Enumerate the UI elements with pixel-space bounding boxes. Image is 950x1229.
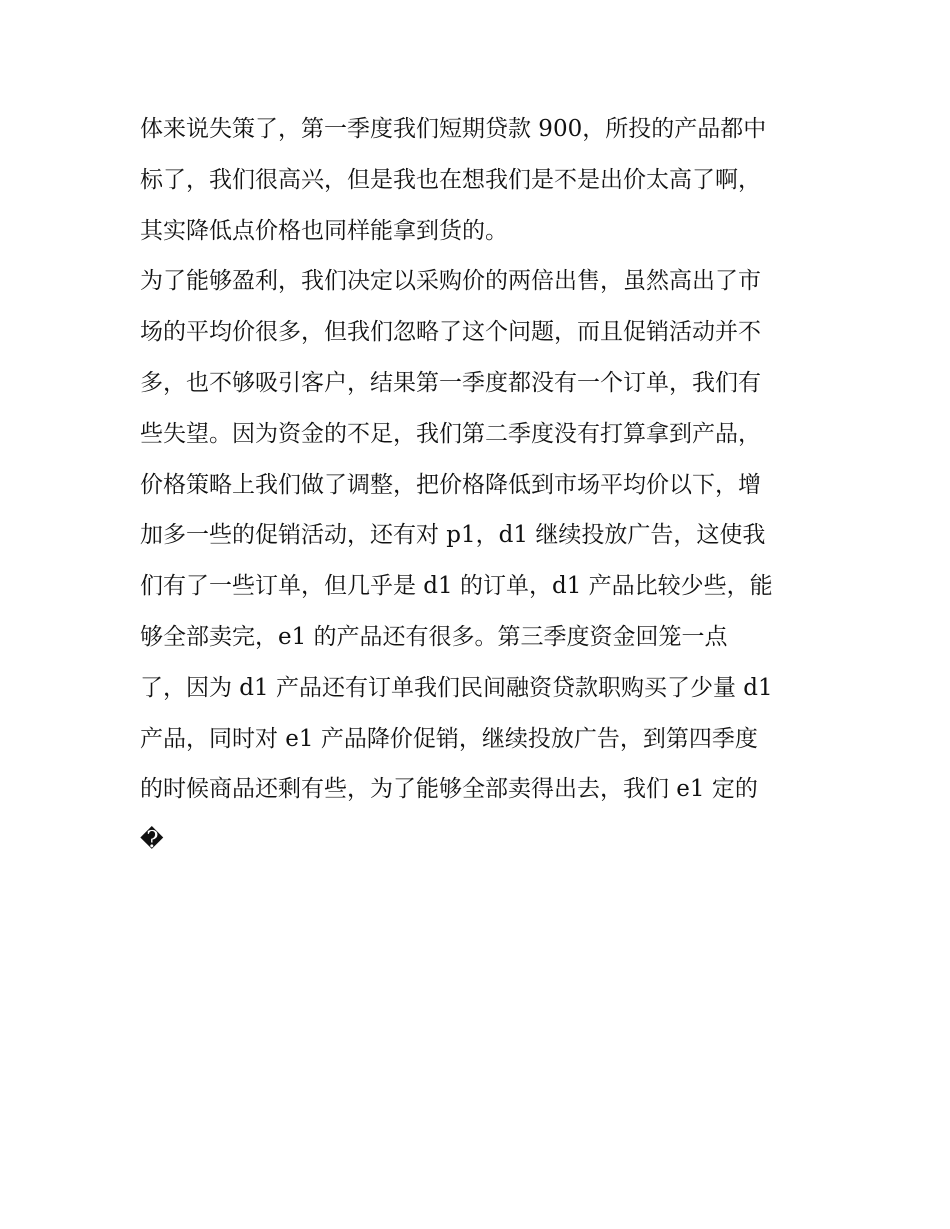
- text-line-5: 场的平均价很多，但我们忽略了这个问题，而且促销活动并不: [140, 319, 761, 346]
- text-line-14: 的时候商品还剩有些，为了能够全部卖得出去，我们 e1 定的: [140, 776, 758, 803]
- text-line-1: 体来说失策了，第一季度我们短期贷款 900，所投的产品都中: [140, 116, 767, 142]
- text-line-12: 了，因为 d1 产品还有订单我们民间融资贷款职购买了少量 d1: [140, 674, 773, 701]
- text-line-11: 够全部卖完，e1 的产品还有很多。第三季度资金回笼一点: [140, 623, 728, 650]
- text-line-2: 标了，我们很高兴，但是我也在想我们是不是出价太高了啊，: [140, 166, 761, 193]
- text-line-4: 为了能够盈利，我们决定以采购价的两倍出售，虽然高出了市: [140, 268, 761, 295]
- text-line-8: 价格策略上我们做了调整，把价格降低到市场平均价以下，增: [140, 471, 761, 498]
- text-line-10: 们有了一些订单，但几乎是 d1 的订单，d1 产品比较少些，能: [140, 573, 773, 600]
- text-line-7: 些失望。因为资金的不足，我们第二季度没有打算拿到产品，: [140, 420, 761, 447]
- text-line-13: 产品，同时对 e1 产品降价促销，继续投放广告，到第四季度: [140, 725, 758, 752]
- replacement-glyph: �: [140, 827, 164, 854]
- text-line-9: 加多一些的促销活动，还有对 p1，d1 继续投放广告，这使我: [140, 522, 766, 549]
- body-text: [140, 104, 830, 866]
- text-line-6: 多，也不够吸引客户，结果第一季度都没有一个订单，我们有: [140, 369, 761, 396]
- text-line-3: 其实降低点价格也同样能拿到货的。: [140, 217, 508, 244]
